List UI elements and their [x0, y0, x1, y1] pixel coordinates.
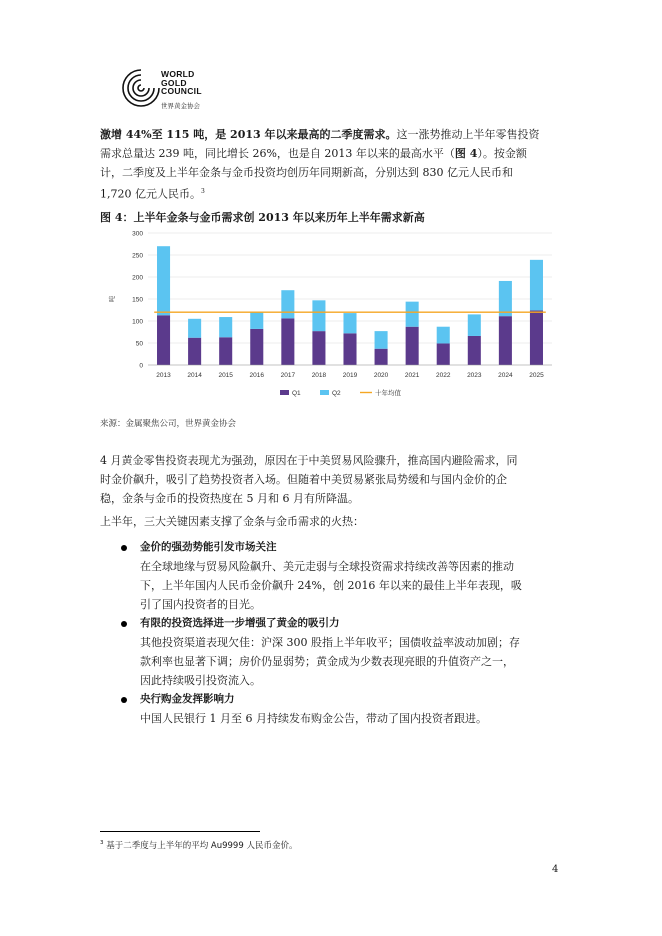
x-tick-label: 2017 — [280, 372, 296, 379]
highlight-text: 激增 44%至 115 吨，是 2013 年以来最高的二季度需求。 — [100, 128, 397, 141]
bar-q2 — [312, 300, 325, 331]
bar-q2 — [530, 260, 543, 311]
list-item: 金价的强劲势能引发市场关注 在全球地缘与贸易风险飙升、美元走弱与全球投资需求持续改善等因素的推动 下，上半年国内人民币金价飙升 24%，创 2016 年以来的最佳上半年表现，吸 引了国内投资者的目光。 — [100, 538, 568, 614]
y-tick-label: 50 — [135, 340, 143, 348]
bar-q2 — [343, 313, 356, 333]
bar-q1 — [312, 331, 325, 365]
y-tick-label: 150 — [132, 296, 143, 304]
bar-q1 — [375, 349, 388, 365]
bar-q2 — [188, 319, 201, 338]
bar-q1 — [530, 310, 543, 365]
y-tick-label: 0 — [139, 362, 143, 370]
bullet-dot — [121, 697, 127, 703]
bar-q1 — [468, 336, 481, 365]
x-tick-label: 2013 — [156, 372, 171, 379]
x-tick-label: 2014 — [187, 372, 202, 379]
intro-paragraph: 激增 44%至 115 吨，是 2013 年以来最高的二季度需求。这一涨势推动上半年零售投资 需求总量达 239 吨，同比增长 26%，也是自 2013 年以来的最高水平（图 4）。按金额 计，二季度及上半年金条与金币投资均创历年同期新高，分别达到 830 亿元人民币和 1,720 亿元人民币。$^3$ — [100, 128, 540, 201]
logo-wordmark: WORLD GOLD COUNCIL — [161, 69, 202, 96]
bar-q2 — [468, 314, 481, 336]
bar-q1 — [157, 315, 170, 365]
bullet-dot — [121, 545, 127, 551]
x-tick-label: 2024 — [498, 372, 513, 379]
bar-q1 — [406, 327, 419, 365]
list-item: 央行购金发挥影响力 中国人民银行 1 月至 6 月持续发布购金公告，带动了国内投资者跟进。 — [100, 690, 568, 728]
x-tick-label: 2018 — [311, 372, 327, 379]
legend-label-average: 十年均值 — [375, 390, 401, 397]
bar-q2 — [406, 302, 419, 327]
y-tick-label: 200 — [132, 274, 143, 282]
bar-q1 — [499, 316, 512, 365]
legend-swatch-q2 — [320, 390, 329, 395]
list-item-title: 央行购金发挥影响力 — [140, 693, 235, 705]
y-tick-label: 100 — [132, 318, 143, 326]
bar-q2 — [250, 312, 263, 329]
x-tick-label: 2021 — [404, 372, 420, 379]
bar-q2 — [219, 317, 232, 337]
bar-q1 — [281, 318, 294, 365]
list-item: 有限的投资选择进一步增强了黄金的吸引力 其他投资渠道表现欠佳：沪深 300 股指上半年收平；国债收益率波动加剧；存 款利率也显著下调；房价仍显弱势；黄金成为少数表现亮眼的升值资产之一， 因此持续吸引投资流入。 — [100, 614, 568, 690]
gold-bar-coin-demand-chart — [100, 224, 564, 410]
chart-source: 来源：金属聚焦公司，世界黄金协会 — [100, 419, 237, 429]
figure-reference: 图 4 — [454, 147, 478, 160]
x-tick-label: 2019 — [342, 372, 358, 379]
bar-q2 — [281, 290, 294, 318]
bar-q2 — [499, 281, 512, 316]
footnote-divider — [100, 831, 260, 832]
figure-title: 图 4：上半年金条与金币需求创 2013 年以来历年上半年需求新高 — [100, 211, 425, 224]
bullet-dot — [121, 621, 127, 627]
y-axis-label: 吨 — [109, 295, 116, 303]
x-tick-label: 2016 — [249, 372, 265, 379]
bar-q2 — [437, 327, 450, 344]
logo-subtitle: 世界黄金协会 — [161, 102, 200, 110]
y-tick-label: 250 — [132, 252, 143, 260]
legend-swatch-q1 — [280, 390, 289, 395]
footnote-marker: 3 — [201, 188, 205, 195]
bar-q1 — [437, 343, 450, 365]
bar-q2 — [157, 246, 170, 315]
april-paragraph: 4 月黄金零售投资表现尤为强劲，原因在于中美贸易风险骤升，推高国内避险需求，同 时金价飙升，吸引了趋势投资者入场。但随着中美贸易紧张局势缓和与国内金价的企 稳，金条与金币的投资热度在 5 月和 6 月有所降温。 — [100, 454, 518, 505]
legend-label-q2: Q2 — [332, 390, 341, 397]
bar-q1 — [188, 338, 201, 365]
bar-q1 — [250, 329, 263, 365]
x-tick-label: 2015 — [218, 372, 233, 379]
list-item-title: 有限的投资选择进一步增强了黄金的吸引力 — [140, 617, 340, 629]
footnote: $^3$ 基于二季度与上半年的平均 Au9999 人民币金价。 — [100, 840, 298, 851]
key-factors-list — [100, 538, 568, 728]
x-tick-label: 2022 — [435, 372, 451, 379]
page-number: 4 — [552, 864, 559, 875]
x-tick-label: 2023 — [467, 372, 482, 379]
y-tick-label: 300 — [132, 230, 143, 238]
bar-q1 — [219, 337, 232, 365]
list-item-title: 金价的强劲势能引发市场关注 — [140, 541, 277, 553]
bar-q2 — [375, 331, 388, 349]
x-tick-label: 2020 — [373, 372, 389, 379]
legend-label-q1: Q1 — [292, 390, 301, 397]
factors-intro: 上半年，三大关键因素支撑了金条与金币需求的火热： — [100, 515, 364, 528]
bar-q1 — [343, 333, 356, 365]
x-tick-label: 2025 — [529, 372, 544, 379]
